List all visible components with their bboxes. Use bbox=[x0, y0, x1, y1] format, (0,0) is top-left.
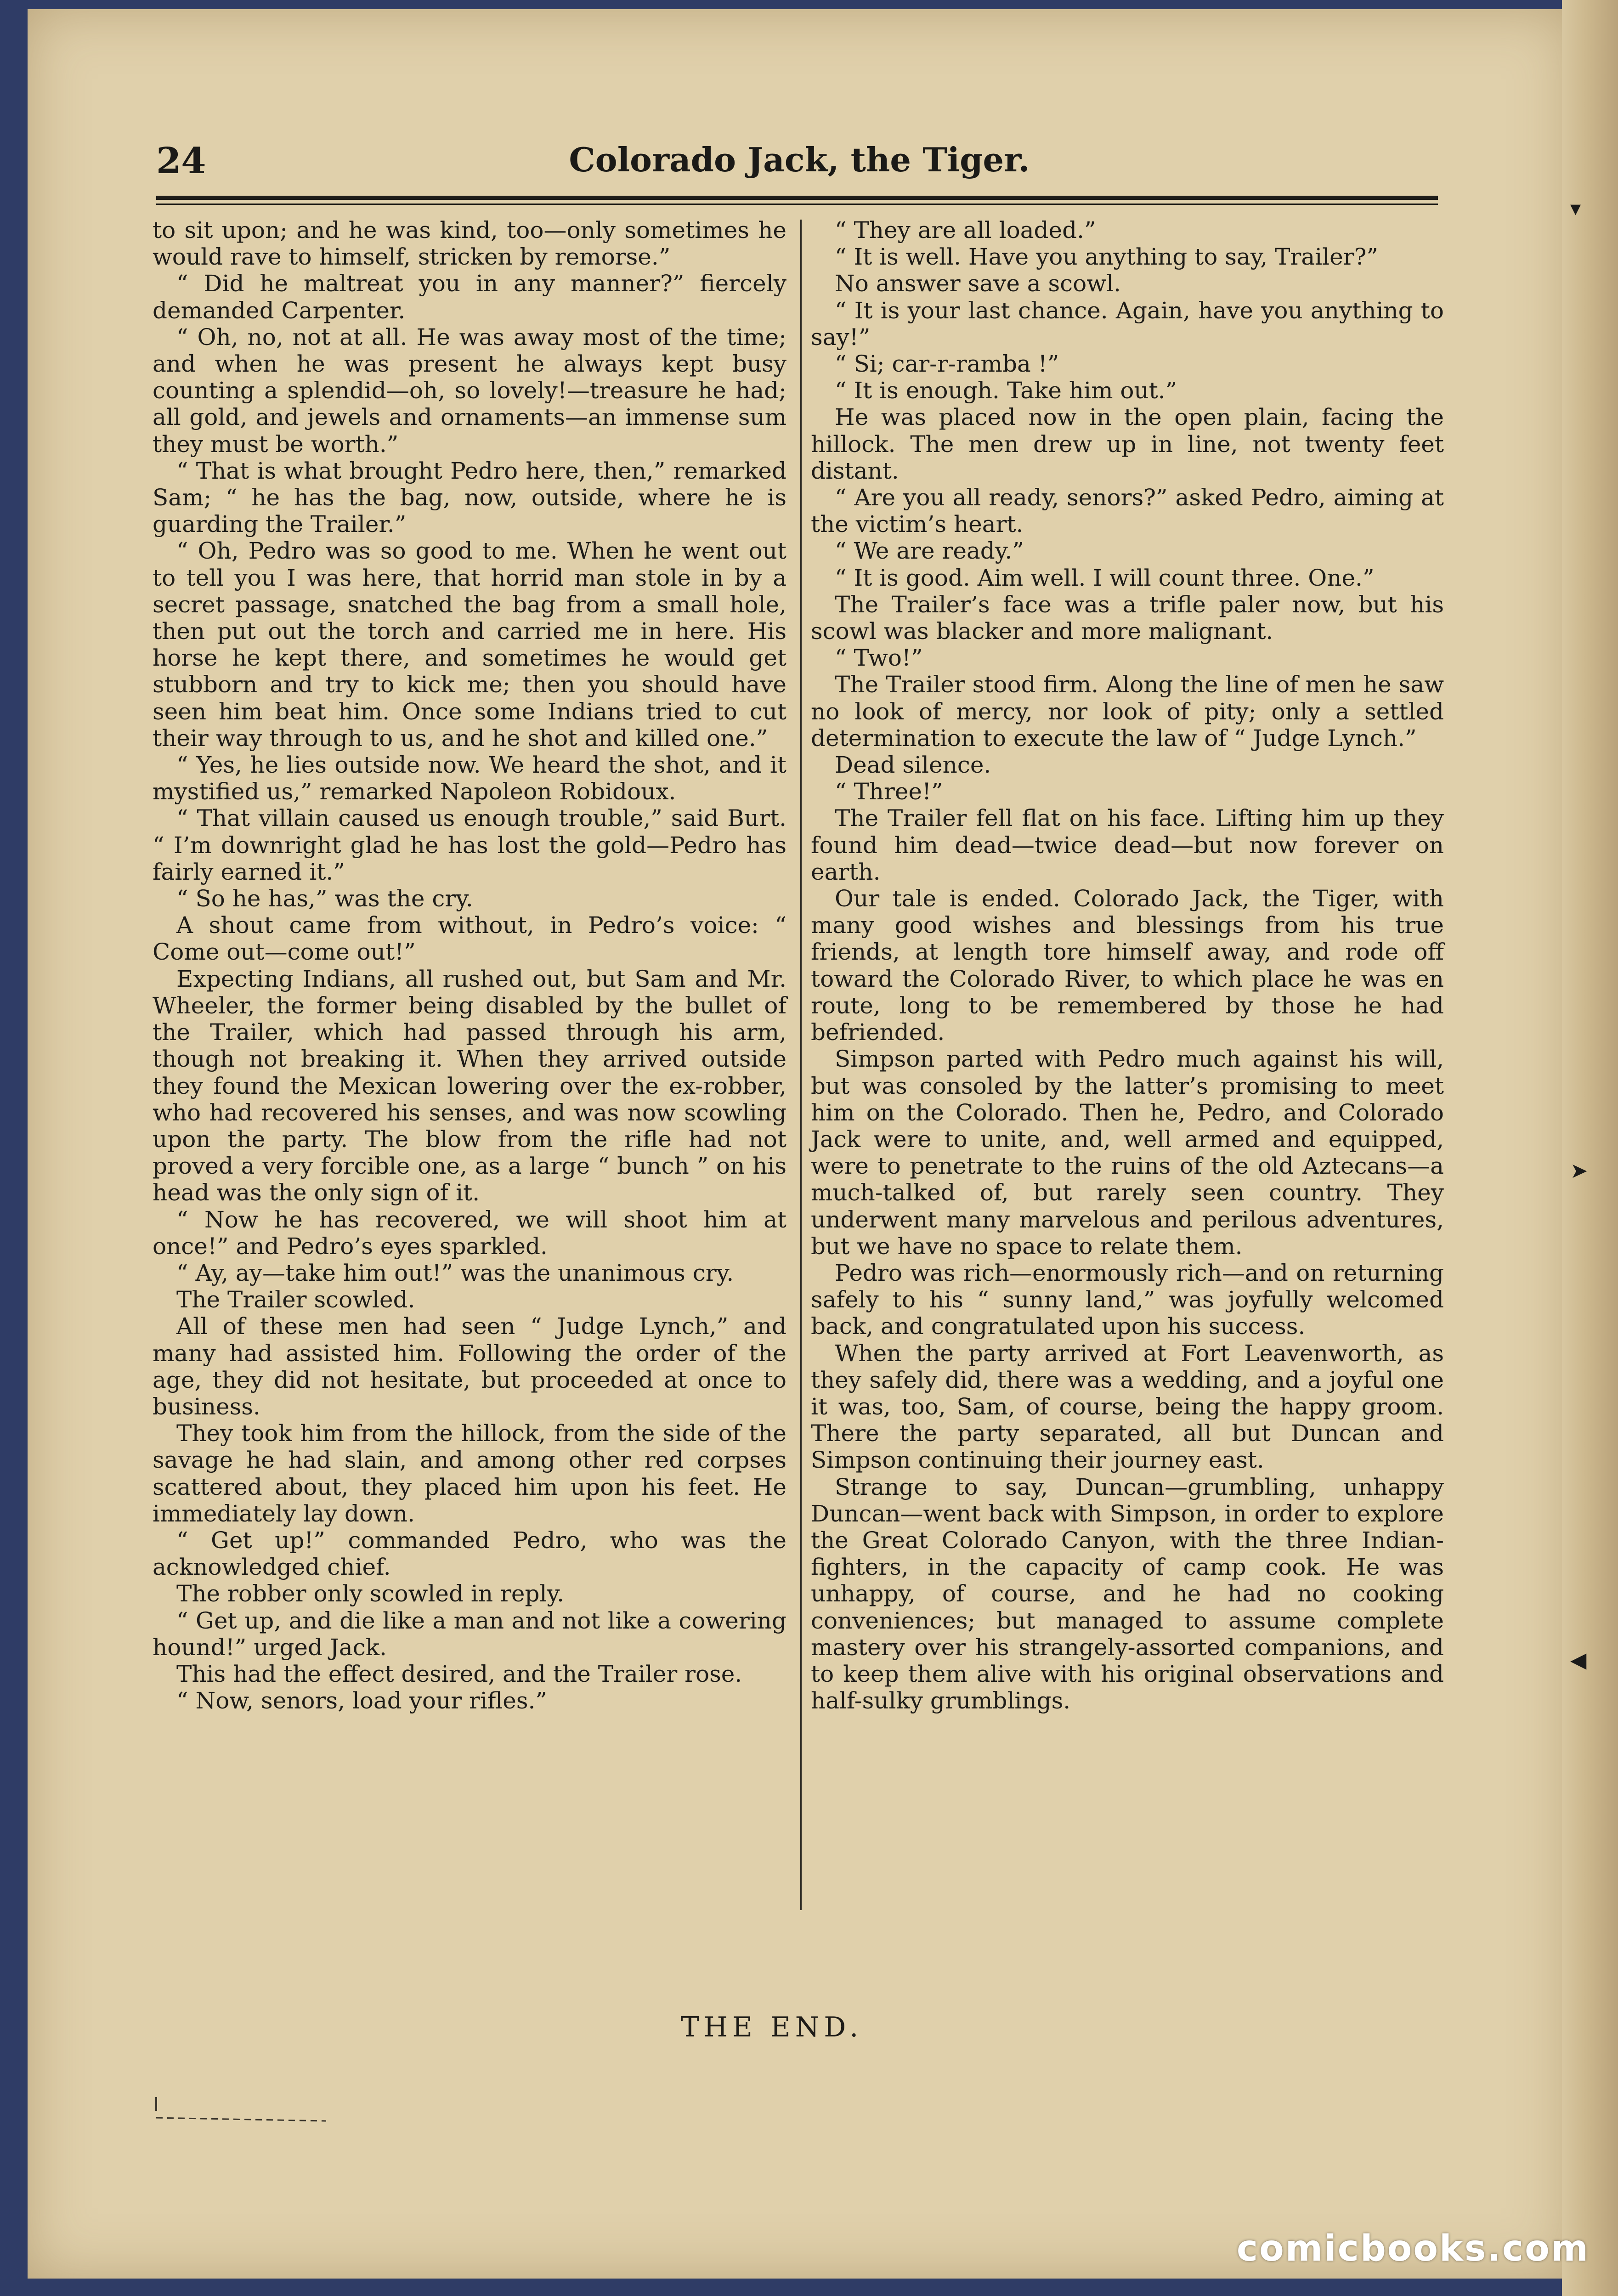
paragraph: “ Get up!” commanded Pedro, who was the acknowledged chief. bbox=[153, 1527, 786, 1581]
paragraph: “ Yes, he lies outside now. We heard the shot, and it mystified us,” remarked Napoleon Robidoux. bbox=[153, 752, 786, 805]
paragraph: “ It is good. Aim well. I will count three. One.” bbox=[835, 564, 1375, 591]
paragraph: “ Oh, no, not at all. He was away most of the time; and when he was present he always kept busy counting a splendid—oh, so lovely!—treasure he had; all gold, and jewels and ornaments—an immense sum they must be worth.” bbox=[153, 323, 786, 458]
paragraph: “ It is enough. Take him out.” bbox=[835, 377, 1177, 404]
paragraph: to sit upon; and he was kind, too—only sometimes he would rave to himself, stricken by remorse.” bbox=[153, 217, 786, 271]
paragraph: The Trailer stood firm. Along the line of men he saw no look of mercy, nor look of pity; only a settled determination to execute the law of “ Judge Lynch.” bbox=[811, 671, 1444, 752]
stray-ink-marks bbox=[152, 2092, 331, 2125]
binding-mark-icon: ◀ bbox=[1570, 1647, 1587, 1672]
the-end-label: THE END. bbox=[680, 2011, 863, 2043]
paragraph: “ Three!” bbox=[835, 778, 943, 805]
paragraph: Dead silence. bbox=[835, 752, 991, 779]
column-divider bbox=[800, 220, 802, 1910]
paragraph: “ Si; car-r-ramba !” bbox=[835, 351, 1059, 378]
header-rule-thin bbox=[156, 204, 1438, 205]
watermark-label: comicbooks.com bbox=[1236, 2228, 1590, 2269]
right-text-column bbox=[811, 217, 1444, 1714]
paragraph: He was placed now in the open plain, facing the hillock. The men drew up in line, not twenty feet distant. bbox=[811, 404, 1444, 484]
paragraph: Our tale is ended. Colorado Jack, the Tiger, with many good wishes and blessings from his true friends, at length tore himself away, and rode off toward the Colorado River, to which place he was en route, long to be remembered by those he had befriended. bbox=[811, 885, 1444, 1046]
paragraph: This had the effect desired, and the Trailer rose. bbox=[176, 1660, 742, 1687]
binding-mark-icon: ➤ bbox=[1570, 1158, 1588, 1183]
paragraph: “ Ay, ay—take him out!” was the unanimous cry. bbox=[176, 1259, 734, 1286]
left-text-column bbox=[153, 217, 786, 1714]
paragraph: No answer save a scowl. bbox=[835, 270, 1121, 297]
page-header bbox=[156, 140, 1443, 191]
paragraph: The Trailer scowled. bbox=[176, 1286, 415, 1313]
paragraph: “ That is what brought Pedro here, then,” remarked Sam; “ he has the bag, now, outside, where he is guarding the Trailer.” bbox=[153, 457, 786, 538]
paragraph: A shout came from without, in Pedro’s voice: “ Come out—come out!” bbox=[153, 912, 786, 966]
paragraph: The Trailer’s face was a trifle paler now, but his scowl was blacker and more malignant. bbox=[811, 591, 1444, 645]
paragraph: Expecting Indians, all rushed out, but Sam and Mr. Wheeler, the former being disabled by the bullet of the Trailer, which had passed through his arm, though not breaking it. When they arrived outside they found the Mexican lowering over the ex-robber, who had recovered his senses, and was now scowling upon the party. The blow from the rifle had not proved a very forcible one, as a large “ bunch ” on his head was the only sign of it. bbox=[153, 965, 786, 1206]
paragraph: “ It is your last chance. Again, have you anything to say!” bbox=[811, 297, 1444, 351]
page-number: 24 bbox=[156, 140, 206, 182]
paragraph: Strange to say, Duncan—grumbling, unhappy Duncan—went back with Simpson, in order to explore the Great Colorado Canyon, with the three Indian-fighters, in the capacity of camp cook. He was unhappy, of course, and he had no cooking conveniences; but managed to assume complete mastery over his strangely-assorted companions, and to keep them alive with his original observations and half-sulky grumblings. bbox=[811, 1473, 1444, 1714]
header-rule bbox=[156, 196, 1438, 200]
paragraph: The robber only scowled in reply. bbox=[176, 1580, 564, 1607]
paragraph: “ Two!” bbox=[835, 645, 923, 672]
running-title: Colorado Jack, the Tiger. bbox=[569, 140, 1030, 179]
paragraph: “ That villain caused us enough trouble,” said Burt. “ I’m downright glad he has lost the gold—Pedro has fairly earned it.” bbox=[153, 805, 786, 885]
paragraph: Simpson parted with Pedro much against his will, but was consoled by the latter’s promising to meet him on the Colorado. Then he, Pedro, and Colorado Jack were to unite, and, well armed and equipped, were to penetrate to the ruins of the old Aztecans—a much-talked of, but rarely seen country. They underwent many marvelous and perilous adventures, but we have no space to relate them. bbox=[811, 1046, 1444, 1260]
paragraph: “ Are you all ready, senors?” asked Pedro, aiming at the victim’s heart. bbox=[811, 484, 1444, 538]
paragraph: “ We are ready.” bbox=[835, 537, 1024, 565]
paragraph: “ They are all loaded.” bbox=[835, 217, 1096, 243]
paragraph: The Trailer fell flat on his face. Lifting him up they found him dead—twice dead—but now forever on earth. bbox=[811, 805, 1444, 885]
paragraph: “ It is well. Have you anything to say, Trailer?” bbox=[835, 243, 1378, 271]
paragraph: Pedro was rich—enormously rich—and on returning safely to his “ sunny land,” was joyfully welcomed back, and congratulated upon his success. bbox=[811, 1259, 1444, 1340]
paragraph: All of these men had seen “ Judge Lynch,” and many had assisted him. Following the order of the age, they did not hesitate, but proceeded at once to business. bbox=[153, 1313, 786, 1420]
paragraph: “ Oh, Pedro was so good to me. When he went out to tell you I was here, that horrid man stole in by a secret passage, snatched the bag from a small hole, then put out the torch and carried me in here. His horse he kept there, and sometimes he would get stubborn and try to kick me; then you should have seen him beat him. Once some Indians tried to cut their way through to us, and he shot and killed one.” bbox=[153, 537, 786, 752]
paragraph: “ Get up, and die like a man and not like a cowering hound!” urged Jack. bbox=[153, 1607, 786, 1661]
paragraph: “ So he has,” was the cry. bbox=[176, 885, 473, 912]
paragraph: When the party arrived at Fort Leavenworth, as they safely did, there was a wedding, and a joyful one it was, too, Sam, of course, being the happy groom. There the party separated, all but Duncan and Simpson continuing their journey east. bbox=[811, 1340, 1444, 1474]
paragraph: “ Now, senors, load your rifles.” bbox=[176, 1687, 547, 1714]
binding-mark-icon: ▾ bbox=[1570, 196, 1581, 221]
paragraph: They took him from the hillock, from the side of the savage he had slain, and among other red corpses scattered about, they placed him upon his feet. He immediately lay down. bbox=[153, 1420, 786, 1527]
paragraph: “ Now he has recovered, we will shoot him at once!” and Pedro’s eyes sparkled. bbox=[153, 1206, 786, 1260]
paragraph: “ Did he maltreat you in any manner?” fiercely demanded Carpenter. bbox=[153, 270, 786, 324]
page-spine-edge bbox=[1562, 0, 1618, 2296]
